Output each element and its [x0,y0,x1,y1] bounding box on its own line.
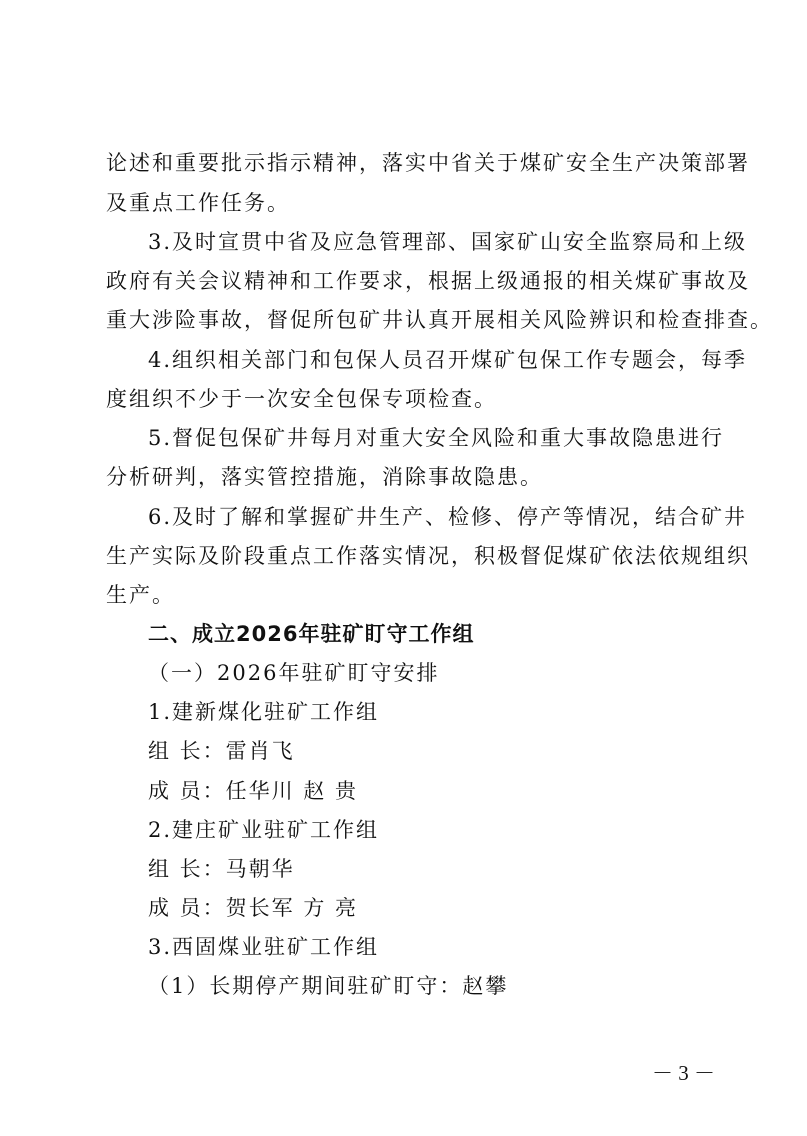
group-title: 3.西固煤业驻矿工作组 [148,935,380,959]
body-text-line: 分析研判，落实管控措施，消除事故隐患。 [106,465,543,489]
group-leader: 组 长：马朝华 [148,857,295,881]
body-text-line: 政府有关会议精神和工作要求，根据上级通报的相关煤矿事故及 [106,269,750,293]
body-text-line: 及重点工作任务。 [106,191,290,215]
body-text-line: 6.及时了解和掌握矿井生产、检修、停产等情况，结合矿井 [148,505,748,529]
group-leader: 组 长：雷肖飞 [148,739,295,763]
body-text-line: 重大涉险事故，督促所包矿井认真开展相关风险辨识和检查排查。 [106,308,773,332]
body-text-line: 5.督促包保矿井每月对重大安全风险和重大事故隐患进行 [148,426,725,450]
body-text-line: 生产。 [106,583,175,607]
section-heading: 二、成立2026年驻矿盯守工作组 [148,622,475,646]
body-text-line: 论述和重要批示指示精神，落实中省关于煤矿安全生产决策部署 [106,151,750,175]
body-text-line: 生产实际及阶段重点工作落实情况，积极督促煤矿依法依规组织 [106,544,750,568]
page-number: － 3 － [652,1061,715,1085]
group-title: 1.建新煤化驻矿工作组 [148,700,380,724]
group-members: 成 员：任华川 赵 贵 [148,779,359,803]
group-members: 成 员：贺长军 方 亮 [148,896,359,920]
group-title: 2.建庄矿业驻矿工作组 [148,818,380,842]
body-text-line: 4.组织相关部门和包保人员召开煤矿包保工作专题会，每季 [148,348,748,372]
body-text-line: 3.及时宣贯中省及应急管理部、国家矿山安全监察局和上级 [148,230,748,254]
group-duty-item: （1）长期停产期间驻矿盯守：赵攀 [148,974,509,998]
body-text-line: 度组织不少于一次安全包保专项检查。 [106,387,497,411]
subsection-heading: （一）2026年驻矿盯守安排 [148,661,440,685]
